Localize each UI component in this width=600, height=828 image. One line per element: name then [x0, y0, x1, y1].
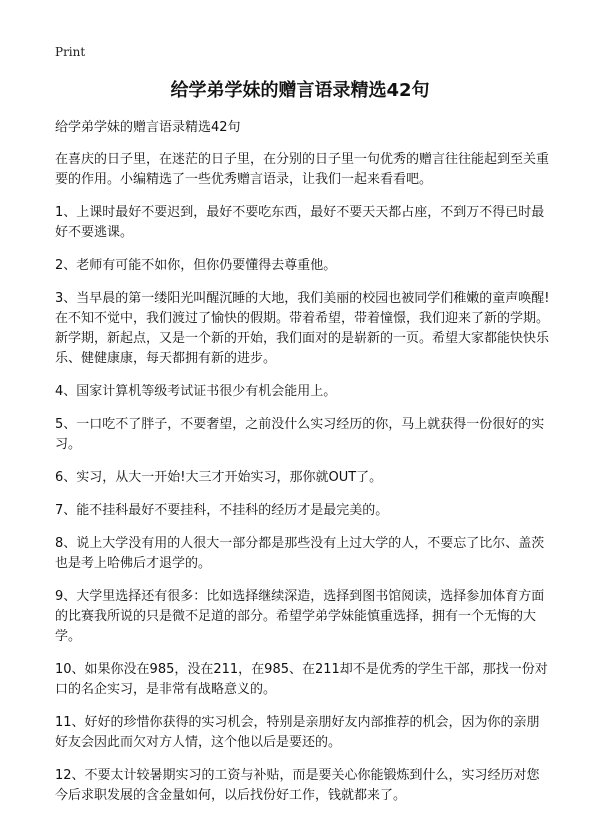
page-title: 给学弟学妹的赠言语录精选42句: [170, 80, 430, 101]
article-body: [55, 118, 550, 819]
quote-item-5: 5、一口吃不了胖子，不要奢望，之前没什么实习经历的你，马上就获得一份很好的实习。: [55, 417, 545, 452]
quote-item-10: 10、如果你没在985，没在211，在985、在211却不是优秀的学生干部，那找一份对口的名企实习，是非常有战略意义的。: [55, 662, 548, 697]
quote-item-12: 12、不要太计较暑期实习的工资与补贴，而是要关心你能锻炼到什么，实习经历对您今后求职发展的含金量如何，以后找份好工作，钱就都来了。: [55, 768, 540, 803]
article-subtitle: 给学弟学妹的赠言语录精选42句: [55, 120, 241, 135]
quote-item-8: 8、说上大学没有用的人很大一部分都是那些没有上过大学的人，不要忘了比尔、盖茨也是考上哈佛后才退学的。: [55, 536, 545, 571]
quote-item-7: 7、能不挂科最好不要挂科，不挂科的经历才是最完美的。: [55, 503, 389, 518]
quote-item-3: 3、当早晨的第一缕阳光叫醒沉睡的大地，我们美丽的校园也被同学们稚嫩的童声唤醒!在不知不觉中，我们渡过了愉快的假期。带着希望，带着憧憬，我们迎来了新的学期。新学期，新起点，又是一个新的开始，我们面对的是崭新的一页。希望大家都能快快乐乐、健健康康，每天都拥有新的进步。: [55, 291, 550, 366]
quote-item-4: 4、国家计算机等级考试证书很少有机会能用上。: [55, 384, 337, 399]
quote-item-11: 11、好好的珍惜你获得的实习机会，特别是亲朋好友内部推荐的机会，因为你的亲朋好友会因此而欠对方人情，这个他以后是要还的。: [55, 715, 540, 750]
quote-item-2: 2、老师有可能不如你，但你仍要懂得去尊重他。: [55, 258, 337, 273]
quote-item-9: 9、大学里选择还有很多：比如选择继续深造，选择到图书馆阅读，选择参加体育方面的比赛我所说的只是微不足道的部分。希望学弟学妹能慎重选择，拥有一个无悔的大学。: [55, 589, 545, 644]
quote-item-1: 1、上课时最好不要迟到，最好不要吃东西，最好不要天天都占座，不到万不得已时最好不要逃课。: [55, 205, 545, 240]
intro-paragraph: 在喜庆的日子里，在迷茫的日子里，在分别的日子里一句优秀的赠言往往能起到至关重要的作用。小编精选了一些优秀赠言语录，让我们一起来看看吧。: [55, 152, 550, 187]
print-link[interactable]: Print: [55, 45, 86, 59]
quote-item-6: 6、实习，从大一开始!大三才开始实习，那你就OUT了。: [55, 470, 383, 485]
